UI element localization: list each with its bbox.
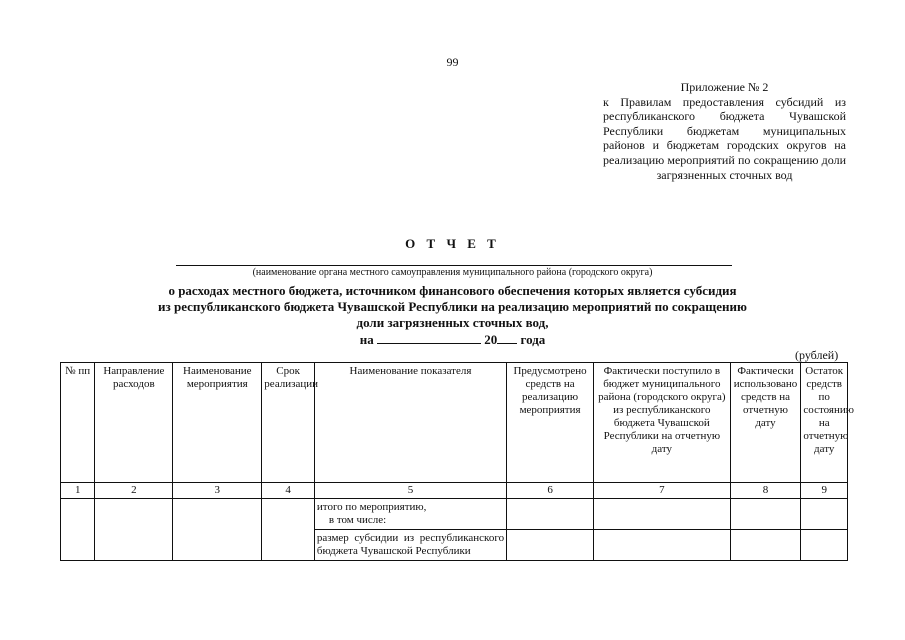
header-cell: Фактически использовано средств на отчетную дату (730, 363, 801, 483)
year-blank (497, 331, 517, 344)
subtitle-line-1: о расходах местного бюджета, источником финансового обеспечения которых является субсидия (168, 283, 737, 298)
appendix-block (603, 80, 846, 182)
column-number: 4 (262, 483, 315, 499)
date-blank (377, 331, 481, 344)
column-number: 8 (730, 483, 801, 499)
empty-cell (730, 499, 801, 530)
column-number: 3 (173, 483, 262, 499)
header-cell: Остаток средств по состоянию на отчетную дату (801, 363, 848, 483)
indicator-total-label: итого по мероприятию, (316, 501, 427, 513)
column-number: 7 (594, 483, 731, 499)
empty-cell (262, 499, 315, 561)
org-caption: (наименование органа местного самоуправления муниципального района (городского округа) (252, 267, 653, 278)
empty-cell (173, 499, 262, 561)
date-prefix: на (359, 332, 374, 347)
page-number: 99 (446, 55, 459, 69)
appendix-text: к Правилам предоставления субсидий из республиканского бюджета Чувашской Республики бюджетам муниципальных районов и бюджетам городских округов на реализацию мероприятий по сокращению доли загрязненных сточных вод (603, 94, 846, 182)
header-cell: Срок реализации (262, 363, 315, 483)
empty-cell (801, 530, 848, 561)
column-number: 6 (507, 483, 594, 499)
empty-cell (507, 499, 594, 530)
table-row-total (61, 499, 848, 530)
indicator-total-cell (314, 499, 506, 530)
column-number: 5 (314, 483, 506, 499)
header-cell: № пп (61, 363, 95, 483)
date-suffix: года (520, 332, 546, 347)
indicator-including-label: в том числе: (328, 514, 387, 526)
empty-cell (730, 530, 801, 561)
header-cell: Направление расходов (95, 363, 173, 483)
header-cell: Наименование мероприятия (173, 363, 262, 483)
subtitle-line-3: доли загрязненных сточных вод, (356, 315, 549, 330)
column-number: 9 (801, 483, 848, 499)
empty-cell (594, 530, 731, 561)
empty-cell (801, 499, 848, 530)
subtitle-line-2: из республиканского бюджета Чувашской Республики на реализацию мероприятий по сокращению (158, 299, 747, 314)
org-name-line (176, 265, 732, 266)
empty-cell (95, 499, 173, 561)
empty-cell (594, 499, 731, 530)
report-title: О Т Ч Е Т (405, 236, 500, 251)
empty-cell (61, 499, 95, 561)
table-header-row (61, 363, 848, 483)
empty-cell (507, 530, 594, 561)
column-number-row (61, 483, 848, 499)
unit-label: (рублей) (795, 348, 839, 362)
header-cell: Фактически поступило в бюджет муниципального района (городского округа) из республиканского бюджета Чувашской Республики на отчетную дату (594, 363, 731, 483)
header-cell: Наименование показателя (314, 363, 506, 483)
column-number: 2 (95, 483, 173, 499)
report-date-line (0, 331, 905, 348)
report-table (60, 362, 854, 561)
report-subtitle (0, 283, 905, 348)
column-number: 1 (61, 483, 95, 499)
date-year: 20 (484, 332, 498, 347)
header-cell: Предусмотрено средств на реализацию мероприятия (507, 363, 594, 483)
appendix-title: Приложение № 2 (680, 80, 769, 94)
indicator-subsidy-cell: размер субсидии из республиканского бюджета Чувашской Республики (314, 530, 506, 561)
